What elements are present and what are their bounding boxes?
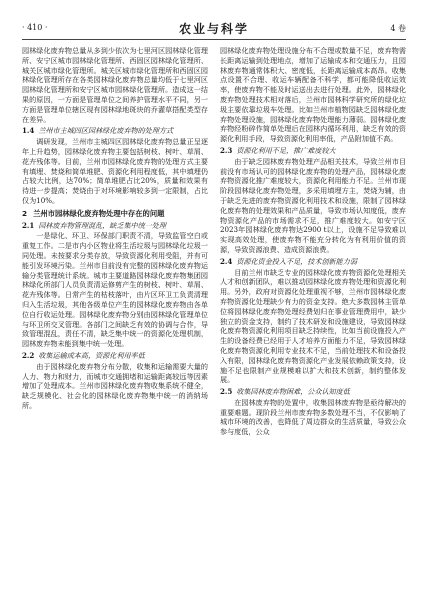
left-column: [22, 46, 208, 411]
section-title: 收集园林废弃物困难，公众认知度低: [236, 387, 350, 397]
paragraph: 一是绿化、环卫、环保部门职责不清，导致监管空白或重复工作。二是市内小区物业将生活垃圾与园林绿化垃圾一同处理。未按要求分类存放，导致资源化利用受阻，并有可能引发环境污染。兰州市目前没有完整的园林绿化废弃物运输分类管理统计系统。城市主要道路园林绿化废弃物集团园林绿化所部门人员负责清运修剪产生的树枝、树叶、草屑、花卉残体等。日常产生的枯枝落叶，由片区环卫工负责清理归入生活垃圾，其他各级单位产生的园林绿化废弃物由各单位自行收运处理。园林绿化废弃物分别由园林绿化管理单位与环卫所交叉管理。各部门之间缺乏有效的协调与合作，导致管理混乱，责任不清，缺乏集中统一的资源化处理机制，园林废弃物未能到集中统一处理。: [22, 231, 208, 349]
page-number: · 410 ·: [22, 23, 48, 32]
paragraph: 园林绿化废弃物处理设施分布不合理或数量不足，废弃物需长距离运输到处理地点，增加了运输成本和交通压力，且园林废弃物通常体积大、密度低，长距离运输成本高昂。收集点设置不合理、收运车辆配备不科学，都可能降低收运效率，使废弃物不能及时运送出去进行处理。此外，园林绿化废弃物处理技术相对落后，兰州市园林科学研究所的绿化垃圾主要依靠垃圾车处理。比如兰州市植物园缺乏园林绿化废弃物处理设施，园林绿化废弃物处理能力薄弱。园林绿化废弃物经粉碎作简单处理后在园林内循环利用，缺乏有效的资源化利用手段，导致资源化利用率低，产品附加值不高。: [220, 46, 406, 144]
section-heading-2-4: [220, 257, 406, 267]
section-title: 园林废弃物管理混乱，缺乏集中统一处理: [38, 220, 167, 230]
paragraph: 园林绿化废弃物总量从多到少依次为七里河区园林绿化管理所、安宁区城市园林绿化管理所、西固区园林绿化管理所、城关区城市绿化管理所。城关区城市绿化管理所和西固区园林绿化管理所存在各类园林绿化废弃物总量均低于七里河区园林绿化管理所和安宁区城市园林绿化管理所。造成这一结果的原因，一方面是管理单位之间养护管理水平不同，另一方面是管理单位辖区现有园林绿地斑块的乔灌草搭配类型存在差异。: [22, 46, 208, 124]
section-heading-2: [22, 209, 208, 219]
issue-label: 4 卷: [390, 24, 406, 33]
section-number: 2: [22, 208, 28, 218]
section-number: 2.4: [220, 256, 233, 266]
section-heading-2-3: [220, 146, 406, 156]
journal-title: 农业与科学: [178, 22, 249, 36]
section-heading-2-1: [22, 221, 208, 231]
section-heading-2-2: [22, 351, 208, 361]
paragraph: 在园林废弃物的处置中，收集园林废弃物是亟待解决的重要难题。现阶段兰州市废弃物多数处理不当，不仅影响了城市环境的改善，也降低了周边群众的生活质量，导致公众参与度低，公众: [220, 397, 406, 437]
page-header: [22, 20, 406, 38]
section-number: 1.4: [22, 126, 35, 136]
section-heading-2-5: [220, 387, 406, 397]
right-column: [220, 46, 406, 437]
paragraph: 调研发现，兰州市主城四区园林绿化废弃物总量正呈逐年上升趋势，园林绿化废弃物主要包括树枝、树叶、草屑、花卉残体等。目前，兰州市园林绿化废弃物的处理方式主要有填埋、焚烧和简单堆肥、资源化利用程度低，其中填埋仍占较大比例，达70%；简单堆肥占比20%，质量和效果有待进一步提高；焚烧由于对环境影响较多到一定限制，占比仅为10%。: [22, 137, 208, 205]
section-title: 收集运输成本高，资源化利用率低: [38, 350, 145, 360]
section-number: 2.2: [22, 350, 35, 360]
paragraph: 目前兰州市缺乏专业的园林绿化废弃物资源化处理相关人才和创新团队，难以推动园林绿化废弃物处理和资源化利用。另外，政府对资源化处理重视不够，兰州市园林绿化废弃物资源化处理缺少有力的资金支持。绝大多数园林主管单位将园林绿化废弃物处理经费划归在事业管理费用中，缺少独立的资金支持，制约了技术研发和设施建设，导致园林绿化废弃物资源化利用项目缺乏持续性，比如当前设施投入产生的设备经费已经用于人才培养方面能力不足，导致园林绿化废弃物资源化利用专业技术不足，当前处理技术和设备投入有限，园林绿化废弃物资源化产业发展依赖政策支持，设施不足也限制产业规模难以扩大和技术创新，制约整体发展。: [220, 267, 406, 385]
section-number: 2.5: [220, 387, 233, 397]
section-heading-1-4: [22, 126, 208, 136]
section-number: 2.3: [220, 145, 233, 155]
paragraph: 由于园林绿化废弃物分布分散，收集和运输需要大量的人力、物力和财力，而城市交通拥堵和运输距离较远等因素增加了处理成本。兰州市园林绿化废弃物收集系统不健全，缺乏规模化、社会化的园林绿化废弃物集中统一的消纳场所。: [22, 361, 208, 410]
section-title: 资源化资金投入不足，技术创新能力弱: [236, 256, 357, 266]
section-title: 兰州市主城四区园林绿化废弃物的处理方式: [38, 126, 174, 136]
section-number: 2.1: [22, 220, 35, 230]
paragraph: 由于缺乏园林废弃物处理产品相关技术，导致兰州市目前没有市场认可的园林绿化废弃物的处理产品，园林绿化废弃物资源化推广难度较大，资源化利用能力不足。兰州市现阶段园林绿化废弃物处理，多采用填埋方主，焚烧为辅，由于缺乏先进的废弃物资源化利用技术和设施，限制了园林绿化废弃物的处理效果和产品质量，导致市场认知度低，废弃物资源化产品的市场需求不足，推广难度较大。如安宁区2023年园林绿化废弃物达2900 t以上，设施不足导致难以实现高效处理，使废弃物不能充分转化为有利用价值的资源，导致资源浪费、造成资源浪费。: [220, 156, 406, 254]
section-title: 资源化利用不足，推广难度较大: [236, 145, 336, 155]
section-title: 兰州市园林绿化废弃物处理中存在的问题: [33, 208, 165, 218]
header-divider: [22, 39, 406, 40]
